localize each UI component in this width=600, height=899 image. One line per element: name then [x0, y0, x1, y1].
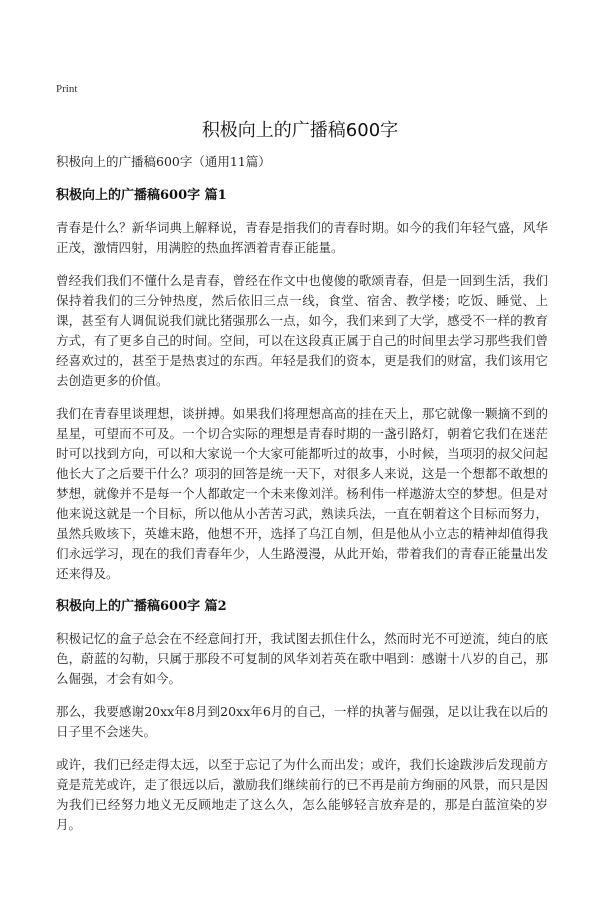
section-heading: 积极向上的广播稿600字 篇1	[56, 188, 227, 203]
document-body	[56, 152, 548, 848]
paragraph: 积极记忆的盒子总会在不经意间打开，我试图去抓住什么，然而时光不可逆流，纯白的底色，蔚蓝的勾勒，只属于那段不可复制的风华刘若英在歌中唱到：感谢十八岁的自己，那么倔强，才会有如今。	[56, 631, 548, 686]
paragraph: 那么，我要感谢20xx年8月到20xx年6月的自己，一样的执著与倔强，足以让我在以后的日子里不会迷失。	[56, 704, 548, 739]
section-2	[56, 597, 548, 835]
document-subtitle: 积极向上的广播稿600字（通用11篇）	[56, 154, 271, 169]
page-title: 积极向上的广播稿600字	[201, 120, 399, 141]
paragraph: 青春是什么？新华词典上解释说，青春是指我们的青春时期。如今的我们年轻气盛，风华正茂，激情四射，用满腔的热血挥洒着青春正能量。	[56, 220, 548, 255]
section-1	[56, 186, 548, 584]
paragraph: 曾经我们我们不懂什么是青春，曾经在作文中也傻傻的歌颂青春，但是一回到生活，我们保持着我们的三分钟热度，然后依旧三点一线，食堂、宿舍、教学楼；吃饭、睡觉、上课，甚至有人调侃说我们就比猪强那么一点，如今，我们来到了大学，感受不一样的教育方式，有了更多自己的时间。空间，可以在这段真正属于自己的时间里去学习那些我们曾经喜欢过的，甚至于是热衷过的东西。年轻是我们的资本，更是我们的财富，我们该用它去创造更多的价值。	[56, 273, 548, 388]
section-heading: 积极向上的广播稿600字 篇2	[56, 599, 227, 614]
print-link[interactable]: Print	[56, 83, 78, 95]
paragraph: 我们在青春里谈理想，谈拼搏。如果我们将理想高高的挂在天上，那它就像一颗摘不到的星星，可望而不可及。一个切合实际的理想是青春时期的一盏引路灯，朝着它我们在迷茫时可以找到方向，可以和大家说一个大家可能都听过的故事，小时候，当项羽的叔父问起他长大了之后要干什么？项羽的回答是统一天下，对很多人来说，这是一个想都不敢想的梦想，就像并不是每一个人都敢定一个未来像刘洋。杨利伟一样遨游太空的梦想。但是对他来说这就是一个目标，所以他从小苦苦习武，熟读兵法，一直在朝着这个目标而努力，虽然兵败垓下，英雄末路，他想不开，选择了乌江自刎，但是他从小立志的精神却值得我们永远学习，现在的我们青春年少，人生路漫漫，从此开始，带着我们的青春正能量出发还来得及。	[56, 406, 548, 581]
paragraph: 或许，我们已经走得太远，以至于忘记了为什么而出发；或许，我们长途跋涉后发现前方竟是荒芜或许，走了很远以后，激励我们继续前行的已不再是前方绚丽的风景，而只是因为我们已经努力地义无反顾地走了这么久，怎么能够轻言放弃是的，那是白蓝渲染的岁月。	[56, 757, 548, 832]
